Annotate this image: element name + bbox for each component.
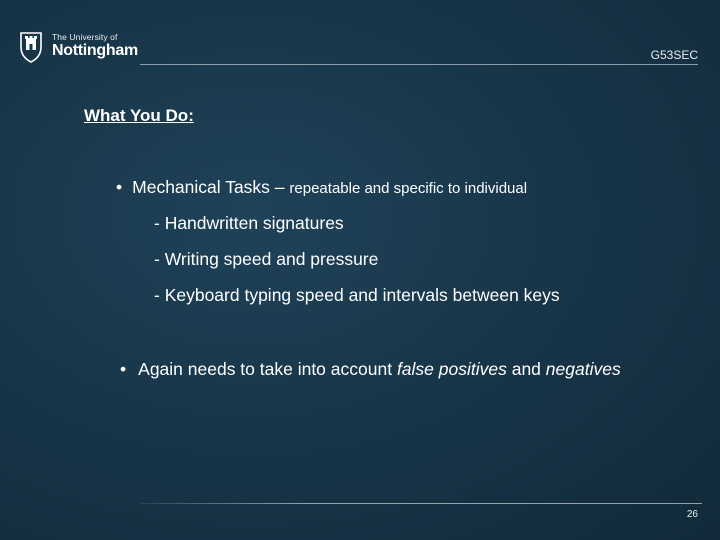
university-name-line1: The University of [52,31,118,42]
footer-divider [140,503,702,504]
bullet-mechanical-tasks [116,177,527,198]
bullet-symbol: • [120,359,127,379]
header-divider [140,64,698,65]
bullet-two-text-before: Again needs to take into account [138,359,397,379]
bullet-main-note: repeatable and specific to individual [289,180,528,197]
bullet-main-text: Mechanical Tasks – [132,177,290,197]
page-number: 26 [686,509,698,520]
university-logo [18,28,138,64]
bullet-two-text-middle: and [506,359,546,379]
bullet-two-italic-false-positives: false positives [396,359,507,379]
sub-item-keyboard-typing: - Keyboard typing speed and intervals between keys [154,285,560,305]
bullet-false-positives [120,357,625,381]
bullet-symbol: • [116,177,123,197]
university-crest-icon [18,29,44,63]
bullet-two-italic-negatives: negatives [545,359,621,379]
course-code: G53SEC [650,48,698,62]
university-name-line2: Nottingham [52,42,138,60]
sub-item-writing-speed: - Writing speed and pressure [154,249,379,269]
sub-item-signatures: - Handwritten signatures [154,213,344,233]
slide-heading: What You Do: [84,106,194,125]
